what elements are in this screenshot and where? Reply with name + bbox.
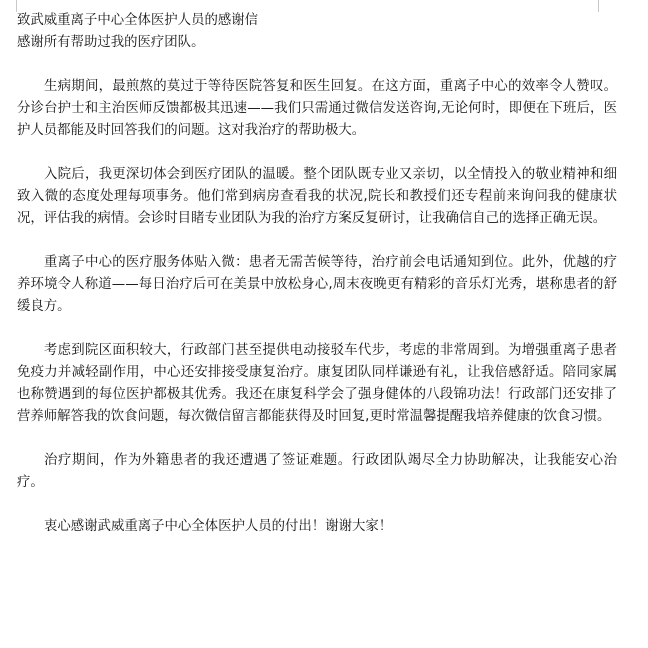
paragraph-spacer [17,142,617,164]
paragraph-visa: 治疗期间，作为外籍患者的我还遭遇了签证难题。行政团队竭尽全力协助解决，让我能安心治疗。 [17,453,617,490]
paragraph-spacer [17,428,617,450]
letter-subtitle: 感谢所有帮助过我的医疗团队。 [17,35,205,50]
letter-body [17,10,617,538]
paragraph-closing: 衷心感谢武威重离子中心全体医护人员的付出！谢谢大家！ [44,519,393,534]
paragraph-spacer [17,318,617,340]
paragraph-spacer [17,230,617,252]
paragraph-spacer [17,54,617,76]
paragraph-admission: 入院后，我更深切体会到医疗团队的温暖。整个团队既专业又亲切，以全情投入的敬业精神和细致入微的态度处理每项事务。他们常到病房查看我的状况,院长和教授们还专程前来询问我的健康状况，评估我的病情。会诊时目睹专业团队为我的治疗方案反复研讨，让我确信自己的选择正确无误。 [17,167,617,226]
paragraph-service: 重离子中心的医疗服务体贴入微：患者无需苦候等待，治疗前会电话通知到位。此外，优越的疗养环境令人称道——每日治疗后可在美景中放松身心,周末夜晚更有精彩的音乐灯光秀，堪称患者的舒缓良方。 [17,255,617,314]
paragraph-rehabilitation: 考虑到院区面积较大，行政部门甚至提供电动接驳车代步，考虑的非常周到。为增强重离子患者免疫力并减轻副作用，中心还安排接受康复治疗。康复团队同样谦逊有礼，让我倍感舒适。陪同家属也称赞遇到的每位医护都极其优秀。我还在康复科学会了强身健体的八段锦功法！行政部门还安排了营养师解答我的饮食问题，每次微信留言都能获得及时回复,更时常温馨提醒我培养健康的饮食习惯。 [17,343,617,424]
paragraph-waiting-period: 生病期间，最煎熬的莫过于等待医院答复和医生回复。在这方面，重离子中心的效率令人赞叹。分诊台护士和主治医师反馈都极其迅速——我们只需通过微信发送咨询,无论何时，即便在下班后，医护人员都能及时回答我们的问题。这对我治疗的帮助极大。 [17,79,617,138]
paragraph-spacer [17,494,617,516]
page-corner-mark-left [10,0,17,12]
letter-title: 致武威重离子中心全体医护人员的感谢信 [17,13,259,28]
